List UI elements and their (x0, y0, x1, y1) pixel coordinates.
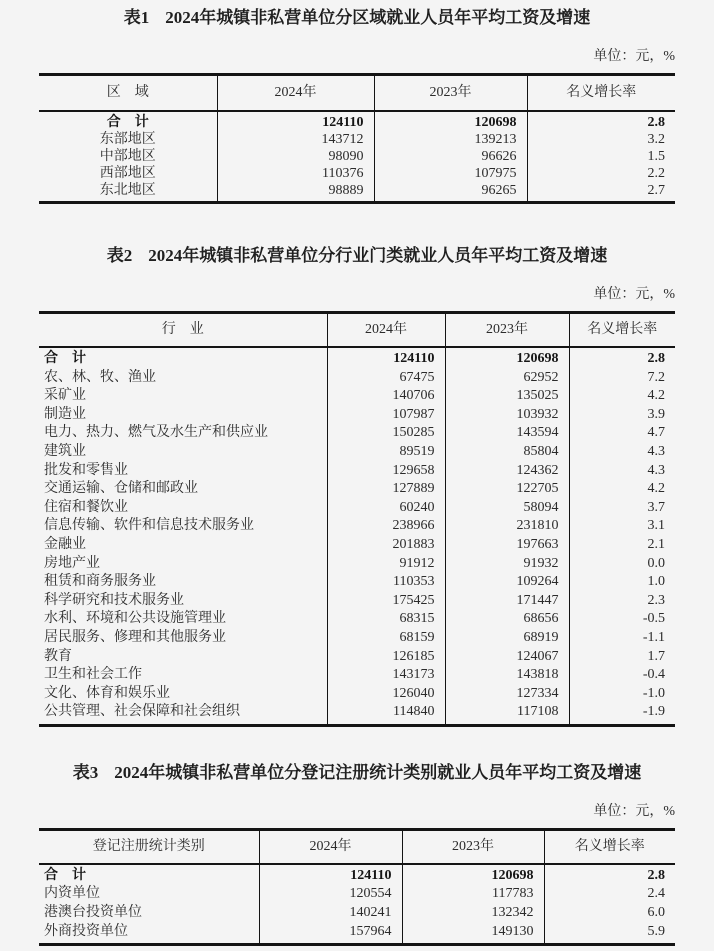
value-2024-cell: 150285 (327, 424, 445, 443)
growth-cell: -0.4 (569, 666, 675, 685)
value-2024-cell: 124110 (327, 347, 445, 369)
value-2023-cell: 103932 (445, 406, 569, 425)
value-2024-cell: 175425 (327, 592, 445, 611)
value-2024-cell: 143712 (217, 131, 374, 148)
value-2024-cell: 91912 (327, 555, 445, 574)
table-row (39, 536, 675, 555)
growth-cell: 2.4 (544, 885, 675, 904)
value-2023-cell: 143594 (445, 424, 569, 443)
value-2024-cell: 129658 (327, 462, 445, 481)
table-row (39, 555, 675, 574)
growth-cell: 6.0 (544, 904, 675, 923)
row-label-cell: 信息传输、软件和信息技术服务业 (44, 518, 254, 534)
growth-cell: -0.5 (569, 610, 675, 629)
value-2024-cell: 140241 (259, 904, 402, 923)
table-row (39, 648, 675, 667)
row-label-cell: 西部地区 (99, 166, 156, 181)
table3-unit-note: 单位：元，% (593, 803, 675, 819)
growth-cell: -1.9 (569, 703, 675, 725)
growth-cell: 2.8 (569, 347, 675, 369)
table-header-row (39, 829, 675, 864)
table-row (39, 131, 675, 148)
value-2023-cell: 139213 (374, 131, 527, 148)
value-2024-cell: 98889 (217, 182, 374, 203)
growth-cell: 4.2 (569, 387, 675, 406)
row-label-cell: 东部地区 (99, 132, 156, 147)
value-2023-cell: 58094 (445, 499, 569, 518)
row-label-cell: 住宿和餐饮业 (44, 499, 128, 515)
table-row (39, 111, 675, 131)
value-2023-cell: 124362 (445, 462, 569, 481)
value-2023-cell: 171447 (445, 592, 569, 611)
value-2023-cell: 120698 (374, 111, 527, 131)
table2-title (0, 246, 714, 266)
value-2023-cell: 135025 (445, 387, 569, 406)
value-2024-cell: 89519 (327, 443, 445, 462)
table1-title-text: 2024年城镇非私营单位分区域就业人员年平均工资及增速 (165, 8, 591, 27)
row-label-cell: 交通运输、仓储和邮政业 (44, 481, 198, 497)
table-row (39, 387, 675, 406)
value-2024-cell: 126040 (327, 685, 445, 704)
table2-title-text: 2024年城镇非私营单位分行业门类就业人员年平均工资及增速 (148, 246, 608, 265)
table-row (39, 685, 675, 704)
table1-title (0, 8, 714, 28)
value-2024-cell: 124110 (259, 864, 402, 886)
table-row (39, 443, 675, 462)
table-row (39, 666, 675, 685)
value-2023-cell: 117108 (445, 703, 569, 725)
col-header-growth: 名义增长率 (544, 829, 675, 864)
value-2023-cell: 120698 (445, 347, 569, 369)
value-2023-cell: 62952 (445, 369, 569, 388)
table-row (39, 610, 675, 629)
value-2024-cell: 127889 (327, 480, 445, 499)
row-label-cell: 批发和零售业 (44, 462, 128, 478)
table1-section (0, 8, 714, 204)
table-row (39, 148, 675, 165)
row-label-cell: 电力、热力、燃气及水生产和供应业 (44, 425, 268, 441)
col-header-2023: 2023年 (374, 75, 527, 112)
growth-cell: 2.8 (527, 111, 675, 131)
col-header-2023: 2023年 (402, 829, 544, 864)
col-header-2024: 2024年 (327, 313, 445, 348)
table-row (39, 629, 675, 648)
col-header-growth: 名义增长率 (569, 313, 675, 348)
growth-cell: 4.7 (569, 424, 675, 443)
growth-cell: 2.8 (544, 864, 675, 886)
value-2023-cell: 143818 (445, 666, 569, 685)
growth-cell: 4.2 (569, 480, 675, 499)
table-row (39, 573, 675, 592)
growth-cell: 3.7 (569, 499, 675, 518)
region-wage-table (39, 73, 675, 204)
table-row (39, 480, 675, 499)
table-row (39, 703, 675, 725)
value-2024-cell: 107987 (327, 406, 445, 425)
table-row (39, 165, 675, 182)
growth-cell: 4.3 (569, 443, 675, 462)
growth-cell: -1.0 (569, 685, 675, 704)
table1-label: 表1 (123, 8, 150, 27)
row-label-cell: 房地产业 (44, 555, 100, 571)
table2-unit-note: 单位：元，% (593, 287, 675, 302)
table1-unit-note: 单位：元，% (593, 49, 675, 64)
value-2024-cell: 60240 (327, 499, 445, 518)
row-label-cell: 合 计 (44, 867, 86, 883)
value-2023-cell: 197663 (445, 536, 569, 555)
growth-cell: -1.1 (569, 629, 675, 648)
table-row (39, 369, 675, 388)
table-header-row (39, 75, 675, 112)
value-2024-cell: 126185 (327, 648, 445, 667)
row-label-cell: 采矿业 (44, 388, 86, 404)
growth-cell: 7.2 (569, 369, 675, 388)
value-2024-cell: 140706 (327, 387, 445, 406)
growth-cell: 3.2 (527, 131, 675, 148)
section-spacer (0, 204, 714, 246)
value-2023-cell: 85804 (445, 443, 569, 462)
row-label-cell: 制造业 (44, 406, 86, 422)
growth-cell: 0.0 (569, 555, 675, 574)
table-row (39, 923, 675, 945)
col-header-region: 区 域 (39, 75, 217, 112)
col-header-2024: 2024年 (217, 75, 374, 112)
growth-cell: 3.9 (569, 406, 675, 425)
table3-label: 表3 (72, 762, 99, 782)
growth-cell: 4.3 (569, 462, 675, 481)
row-label-cell: 卫生和社会工作 (44, 667, 142, 683)
value-2023-cell: 231810 (445, 517, 569, 536)
value-2024-cell: 110376 (217, 165, 374, 182)
col-header-2024: 2024年 (259, 829, 402, 864)
value-2024-cell: 68315 (327, 610, 445, 629)
value-2023-cell: 107975 (374, 165, 527, 182)
row-label-cell: 租赁和商务服务业 (44, 574, 156, 590)
row-label-cell: 教育 (44, 648, 72, 664)
row-label-cell: 公共管理、社会保障和社会组织 (44, 704, 240, 720)
row-label-cell: 东北地区 (99, 183, 156, 198)
growth-cell: 3.1 (569, 517, 675, 536)
value-2024-cell: 67475 (327, 369, 445, 388)
table3-title-text: 2024年城镇非私营单位分登记注册统计类别就业人员年平均工资及增速 (114, 762, 642, 782)
value-2023-cell: 132342 (402, 904, 544, 923)
table-row (39, 182, 675, 203)
table3-title (0, 763, 714, 783)
value-2023-cell: 149130 (402, 923, 544, 945)
table-row (39, 424, 675, 443)
value-2023-cell: 91932 (445, 555, 569, 574)
col-header-registration-type: 登记注册统计类别 (39, 829, 259, 864)
table-row (39, 904, 675, 923)
row-label-cell: 科学研究和技术服务业 (44, 592, 184, 608)
value-2023-cell: 122705 (445, 480, 569, 499)
value-2024-cell: 68159 (327, 629, 445, 648)
value-2024-cell: 238966 (327, 517, 445, 536)
section-spacer (0, 727, 714, 763)
col-header-2023: 2023年 (445, 313, 569, 348)
value-2023-cell: 127334 (445, 685, 569, 704)
growth-cell: 2.1 (569, 536, 675, 555)
growth-cell: 2.3 (569, 592, 675, 611)
value-2023-cell: 109264 (445, 573, 569, 592)
table-row (39, 864, 675, 886)
row-label-cell: 外商投资单位 (44, 923, 128, 939)
row-label-cell: 中部地区 (99, 149, 156, 164)
row-label-cell: 水利、环境和公共设施管理业 (44, 611, 226, 627)
value-2024-cell: 157964 (259, 923, 402, 945)
row-label-cell: 建筑业 (44, 443, 86, 459)
growth-cell: 5.9 (544, 923, 675, 945)
value-2023-cell: 120698 (402, 864, 544, 886)
value-2023-cell: 68919 (445, 629, 569, 648)
value-2023-cell: 117783 (402, 885, 544, 904)
value-2024-cell: 98090 (217, 148, 374, 165)
row-label-cell: 文化、体育和娱乐业 (44, 685, 170, 701)
table-row (39, 406, 675, 425)
growth-cell: 2.7 (527, 182, 675, 203)
value-2024-cell: 124110 (217, 111, 374, 131)
value-2024-cell: 120554 (259, 885, 402, 904)
table-row (39, 499, 675, 518)
industry-wage-table (39, 311, 675, 727)
row-label-cell: 内资单位 (44, 886, 100, 902)
value-2023-cell: 68656 (445, 610, 569, 629)
row-label-cell: 港澳台投资单位 (44, 905, 142, 921)
value-2024-cell: 110353 (327, 573, 445, 592)
registration-type-wage-table (39, 828, 675, 946)
value-2023-cell: 124067 (445, 648, 569, 667)
growth-cell: 1.5 (527, 148, 675, 165)
value-2024-cell: 201883 (327, 536, 445, 555)
row-label-cell: 居民服务、修理和其他服务业 (44, 629, 226, 645)
row-label-cell: 合 计 (106, 115, 149, 130)
value-2023-cell: 96626 (374, 148, 527, 165)
table2-label: 表2 (106, 246, 133, 265)
col-header-industry: 行 业 (39, 313, 327, 348)
row-label-cell: 金融业 (44, 536, 86, 552)
table3-section (0, 763, 714, 946)
growth-cell: 1.7 (569, 648, 675, 667)
value-2024-cell: 114840 (327, 703, 445, 725)
row-label-cell: 农、林、牧、渔业 (44, 369, 156, 385)
value-2024-cell: 143173 (327, 666, 445, 685)
col-header-growth: 名义增长率 (527, 75, 675, 112)
table-row (39, 592, 675, 611)
value-2023-cell: 96265 (374, 182, 527, 203)
row-label-cell: 合 计 (44, 351, 86, 366)
table-row (39, 347, 675, 369)
table-row (39, 517, 675, 536)
table-row (39, 462, 675, 481)
growth-cell: 2.2 (527, 165, 675, 182)
table-header-row (39, 313, 675, 348)
table2-section (0, 246, 714, 727)
growth-cell: 1.0 (569, 573, 675, 592)
table-row (39, 885, 675, 904)
